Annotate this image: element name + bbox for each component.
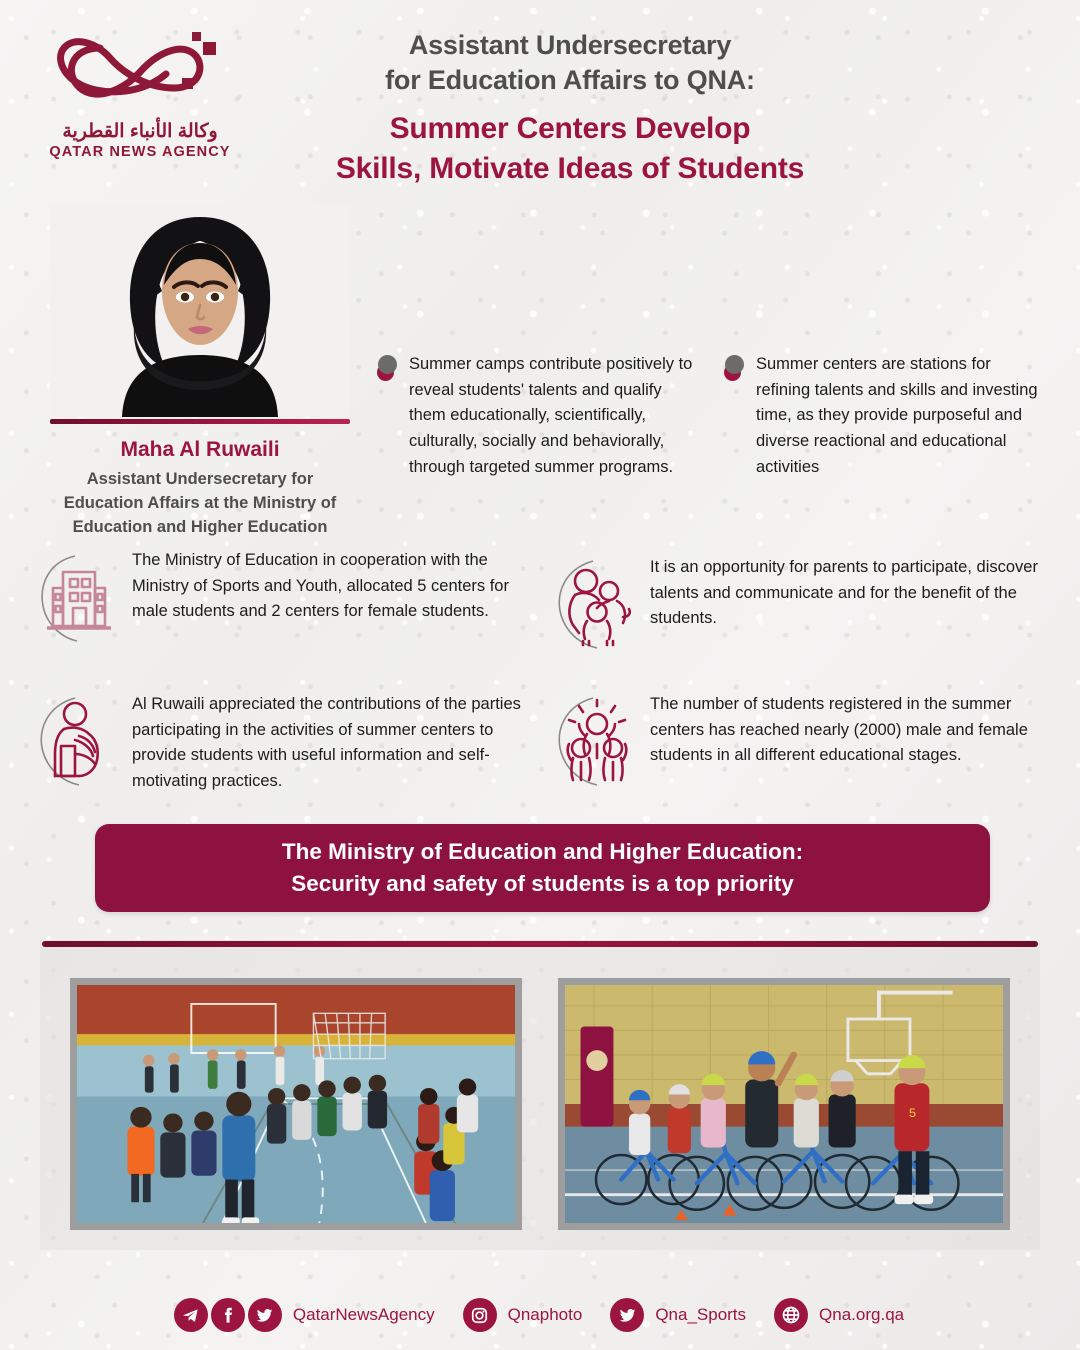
bullet-dot-icon bbox=[722, 355, 748, 383]
fact-item bbox=[35, 548, 535, 625]
quote-text: Summer camps contribute positively to reveal students' talents and qualify them educationally, scientifically, culturally, socially and behaviorally, through targeted summer programs. bbox=[409, 355, 693, 476]
kicker-line-2: for Education Affairs to QNA: bbox=[385, 64, 755, 95]
twitter-icon[interactable] bbox=[610, 1298, 644, 1332]
telegram-icon[interactable] bbox=[174, 1298, 208, 1332]
headline bbox=[250, 109, 890, 188]
title-block bbox=[250, 28, 890, 188]
sports-hall-photo-illustration-icon bbox=[77, 985, 515, 1223]
fact-item bbox=[553, 555, 1053, 632]
social-group-main bbox=[174, 1298, 437, 1332]
banner-line-2: Security and safety of students is a top priority bbox=[291, 871, 794, 896]
brand-name-arabic: وكالة الأنباء القطرية bbox=[62, 121, 218, 142]
headline-line-2: Skills, Motivate Ideas of Students bbox=[335, 151, 805, 185]
facebook-icon[interactable] bbox=[211, 1298, 245, 1332]
fact-text: The Ministry of Education in cooperation with the Ministry of Sports and Youth, allocated 5 centers for male students and 2 centers for female students. bbox=[132, 551, 509, 621]
kicker-line-1: Assistant Undersecretary bbox=[408, 30, 732, 60]
fact-text: The number of students registered in the summer centers has reached nearly (2000) male and female students in all different educational stages. bbox=[650, 695, 1028, 765]
fact-item bbox=[553, 692, 1053, 769]
profile-photo bbox=[50, 205, 350, 417]
portrait-illustration-icon bbox=[50, 205, 350, 417]
photo-section-divider bbox=[42, 941, 1038, 947]
photo-bicycles bbox=[558, 978, 1010, 1230]
brand-logo bbox=[40, 22, 240, 160]
name-divider bbox=[50, 419, 350, 424]
fact-text: Al Ruwaili appreciated the contributions of the parties participating in the activities of summer centers to provide students with useful information and self-motivating practices. bbox=[132, 695, 521, 791]
building-icon bbox=[35, 548, 135, 648]
profile-block bbox=[50, 205, 350, 540]
social-handle[interactable]: Qna.org.qa bbox=[819, 1305, 905, 1324]
brand-name-english: QATAR NEWS AGENCY bbox=[49, 144, 231, 160]
family-icon bbox=[553, 555, 653, 655]
quote-text: Summer centers are stations for refining talents and skills and investing time, as they provide purposeful and diverse reactional and educational activities bbox=[756, 355, 1038, 476]
social-handle[interactable]: Qnaphoto bbox=[507, 1305, 583, 1324]
quote-item bbox=[722, 352, 1042, 481]
profile-role: Assistant Undersecretary for Education Affairs at the Ministry of Education and Higher Education bbox=[63, 470, 337, 536]
fact-text: It is an opportunity for parents to participate, discover talents and communicate and for the benefit of the students. bbox=[650, 558, 1038, 628]
svg-text:5: 5 bbox=[909, 1106, 917, 1121]
celebrating-group-icon bbox=[553, 692, 653, 792]
social-handle[interactable]: QatarNewsAgency bbox=[292, 1305, 435, 1324]
instagram-icon[interactable] bbox=[463, 1298, 497, 1332]
quote-item bbox=[375, 352, 695, 481]
social-group-website bbox=[774, 1298, 906, 1332]
highlight-banner bbox=[95, 824, 990, 912]
student-backpack-icon bbox=[35, 692, 135, 792]
header bbox=[0, 0, 1080, 210]
bullet-dot-icon bbox=[375, 355, 401, 383]
social-group-sports bbox=[610, 1298, 748, 1332]
profile-name: Maha Al Ruwaili bbox=[120, 438, 280, 461]
headline-line-1: Summer Centers Develop bbox=[389, 112, 751, 146]
banner-text bbox=[282, 836, 803, 900]
qna-atom-logo-icon bbox=[40, 22, 240, 118]
photo-sports-hall bbox=[70, 978, 522, 1230]
social-handle[interactable]: Qna_Sports bbox=[655, 1305, 747, 1324]
fact-item bbox=[35, 692, 535, 795]
footer-social-bar bbox=[0, 1285, 1080, 1345]
social-group-instagram bbox=[463, 1298, 585, 1332]
globe-icon[interactable] bbox=[774, 1298, 808, 1332]
bicycle-group-photo-illustration-icon bbox=[565, 985, 1003, 1223]
banner-line-1: The Ministry of Education and Higher Education: bbox=[281, 839, 804, 865]
twitter-icon[interactable] bbox=[248, 1298, 282, 1332]
kicker bbox=[250, 28, 890, 97]
